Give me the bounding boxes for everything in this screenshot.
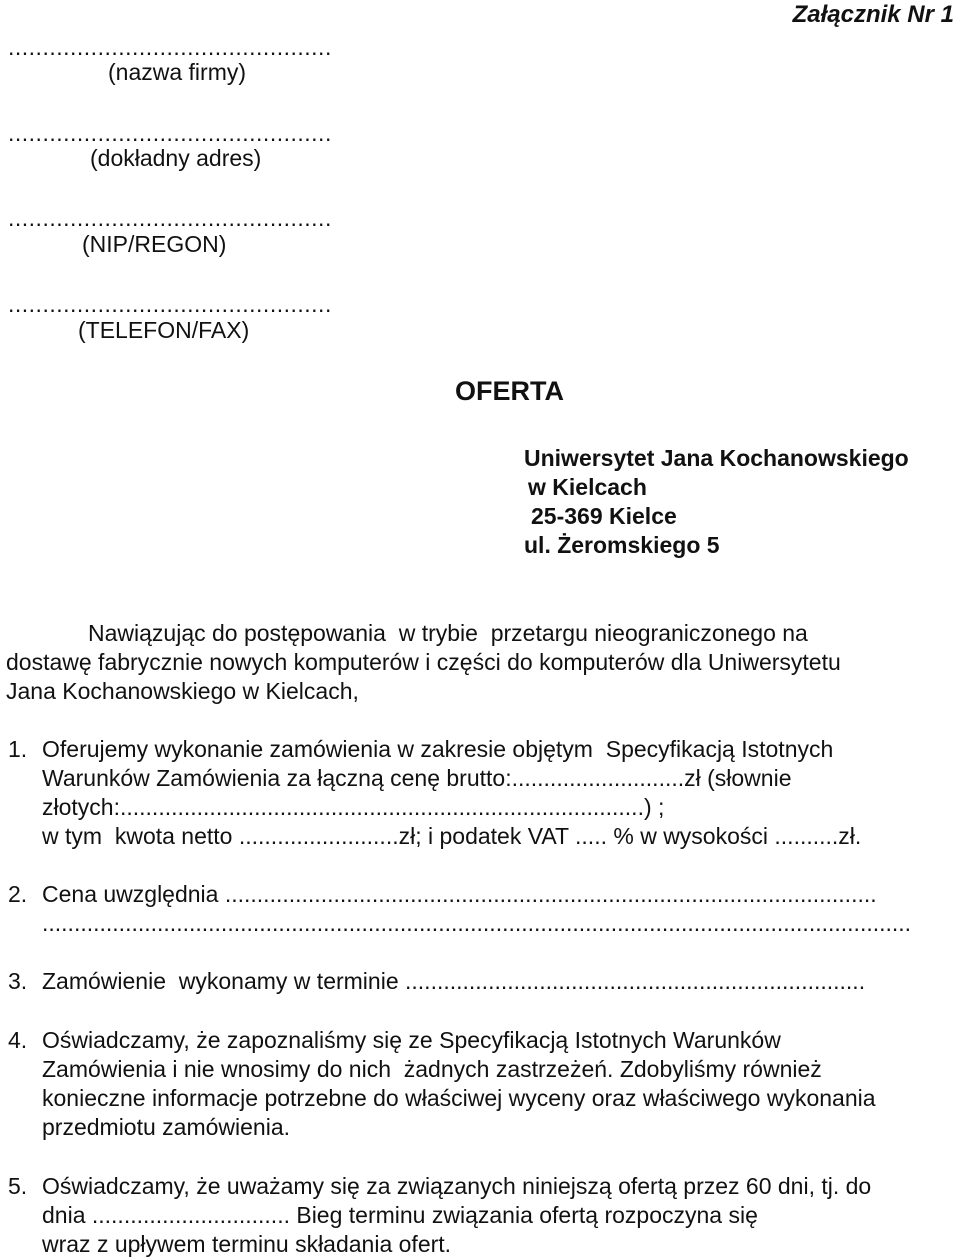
item-4-line-1: Oświadczamy, że zapoznaliśmy się ze Specyfikacją Istotnych Warunków — [42, 1027, 781, 1053]
item-3-line-1: Zamówienie wykonamy w terminie ........................................................................ — [42, 968, 866, 994]
item-1-line-3: złotych:..................................................................................) ; — [42, 794, 665, 820]
item-2-line-2: ........................................................................................................................................ — [42, 910, 912, 936]
company-name-label: (nazwa firmy) — [108, 59, 247, 85]
item-5-line-1: Oświadczamy, że uważamy się za związanych niniejszą ofertą przez 60 dni, tj. do — [42, 1173, 872, 1199]
item-5-line-3: wraz z upływem terminu składania ofert. — [42, 1231, 452, 1257]
item-number: 3. — [8, 968, 28, 994]
recipient-line-3: 25-369 Kielce — [531, 503, 677, 529]
company-address-dots: ............................................... — [8, 120, 332, 146]
item-4-line-4: przedmiotu zamówienia. — [42, 1114, 291, 1140]
company-nip-label: (NIP/REGON) — [82, 231, 227, 257]
recipient-line-1: Uniwersytet Jana Kochanowskiego — [524, 445, 909, 471]
recipient-line-4: ul. Żeromskiego 5 — [524, 532, 720, 558]
item-number: 5. — [8, 1173, 28, 1199]
intro-line-2: dostawę fabrycznie nowych komputerów i części do komputerów dla Uniwersytetu — [6, 649, 841, 675]
document-title: OFERTA — [455, 376, 564, 406]
item-4-line-2: Zamówienia i nie wnosimy do nich żadnych zastrzeżeń. Zdobyliśmy również — [42, 1056, 822, 1082]
intro-line-3: Jana Kochanowskiego w Kielcach, — [6, 678, 359, 704]
recipient-line-2: w Kielcach — [528, 474, 647, 500]
item-number: 1. — [8, 736, 28, 762]
company-phone-dots: ............................................... — [8, 291, 332, 317]
item-number: 2. — [8, 881, 28, 907]
item-5-line-2: dnia ............................... Bieg terminu związania ofertą rozpoczyna się — [42, 1202, 758, 1228]
intro-line-1: Nawiązując do postępowania w trybie przetargu nieograniczonego na — [88, 620, 808, 646]
company-address-label: (dokładny adres) — [90, 145, 262, 171]
item-2-line-1: Cena uwzględnia ...................................................................................................... — [42, 881, 877, 907]
annex-label: Załącznik Nr 1 — [792, 1, 954, 28]
company-name-dots: ............................................... — [8, 34, 332, 60]
item-1-line-4: w tym kwota netto .........................zł; i podatek VAT ..... % w wysokości ..........zł. — [42, 823, 862, 849]
item-number: 4. — [8, 1027, 28, 1053]
company-phone-label: (TELEFON/FAX) — [78, 317, 250, 343]
item-4-line-3: konieczne informacje potrzebne do właściwej wyceny oraz właściwego wykonania — [42, 1085, 876, 1111]
item-1-line-1: Oferujemy wykonanie zamówienia w zakresie objętym Specyfikacją Istotnych — [42, 736, 834, 762]
item-1-line-2: Warunków Zamówienia za łączną cenę brutto:...........................zł (słownie — [42, 765, 792, 791]
company-nip-dots: ............................................... — [8, 205, 332, 231]
